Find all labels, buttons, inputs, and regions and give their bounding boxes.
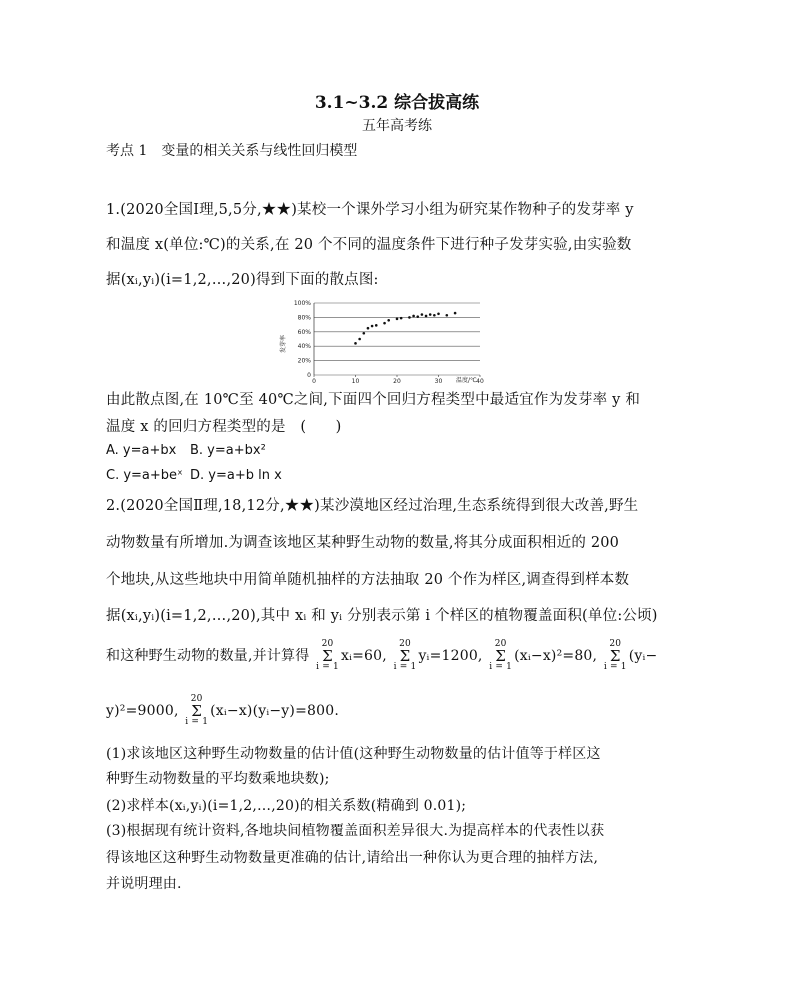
sum-lower: i = 1 (185, 717, 209, 727)
sum-upper: 20 (609, 639, 622, 649)
sum-lower: i = 1 (393, 662, 417, 672)
option-b: B. y=a+bx² (190, 443, 266, 458)
option-d: D. y=a+b ln x (190, 468, 282, 483)
data-point (396, 318, 399, 321)
data-point (412, 315, 415, 318)
chart-points (354, 312, 456, 345)
page-subtitle: 五年高考练 (362, 118, 432, 134)
expr-syy-start: (yᵢ− (628, 648, 658, 664)
sum-lower: i = 1 (603, 662, 627, 672)
option-a: A. y=a+bx (106, 443, 177, 458)
data-point (446, 314, 449, 317)
q1-line-2: 和温度 x(单位:℃)的关系,在 20 个不同的温度条件下进行种子发芽实验,由实验数 (106, 237, 632, 253)
sum-upper: 20 (321, 639, 334, 649)
expr-sxx: (xᵢ−x)²=80, (514, 648, 598, 664)
q2-line-5 (106, 640, 657, 672)
data-point (383, 322, 386, 325)
q2-part-3-line-2: 得该地区这种野生动物数量更准确的估计,请给出一种你认为更合理的抽样方法, (106, 850, 599, 866)
q1-line-5: 温度 x 的回归方程类型的是 ( ) (106, 419, 342, 435)
sum-symbol: 20 Σ i = 1 (316, 639, 339, 672)
data-point (437, 313, 440, 316)
expr-sxy: (xᵢ−x)(yᵢ−y)=800. (210, 703, 339, 719)
page-title: 3.1~3.2 综合拔高练 (314, 93, 480, 113)
q2-part-3-line-1: (3)根据现有统计资料,各地块间植物覆盖面积差异很大.为提高样本的代表性以获 (106, 823, 605, 839)
sum-upper: 20 (399, 639, 411, 649)
data-point (408, 316, 411, 319)
q2-line-4: 据(xᵢ,yᵢ)(i=1,2,…,20),其中 xᵢ 和 yᵢ 分别表示第 i 个样区的植物覆盖面积(单位:公顷) (106, 608, 658, 624)
data-point (367, 327, 370, 330)
y-tick-label: 20% (297, 357, 311, 365)
topic-heading: 考点 1 变量的相关关系与线性回归模型 (106, 143, 358, 159)
data-point (433, 314, 436, 317)
q2-part-1-line-2: 种野生动物数量的平均数乘地块数); (106, 771, 330, 787)
q1-line-4: 由此散点图,在 10℃至 40℃之间,下面四个回归方程类型中最适宜作为发芽率 y 和 (106, 392, 641, 408)
x-axis-label: 温度/℃ (456, 377, 477, 384)
expr-sum-x: xᵢ=60, (340, 648, 387, 664)
data-point (371, 325, 374, 328)
y-tick-label: 100% (293, 300, 311, 307)
expr-syy-end: y)²=9000, (106, 703, 179, 719)
y-tick-label: 40% (297, 343, 311, 351)
data-point (425, 315, 428, 318)
data-point (416, 315, 419, 318)
y-tick-label: 80% (297, 314, 311, 322)
y-axis-label: 发芽率 (280, 334, 287, 354)
sum-symbol: 20 Σ i = 1 (393, 639, 417, 672)
scatter-chart (270, 296, 490, 388)
option-c: C. y=a+beˣ (106, 468, 183, 483)
data-point (454, 312, 457, 315)
data-point (429, 313, 432, 316)
expr-sum-y: yᵢ=1200, (418, 648, 483, 664)
sum-lower: i = 1 (489, 662, 513, 672)
q2-line-5-text: 和这种野生动物的数量,并计算得 (106, 648, 310, 664)
x-tick-label: 30 (434, 378, 443, 385)
sum-lower: i = 1 (316, 662, 339, 672)
q2-line-6 (106, 695, 339, 727)
y-tick-label: 0 (307, 372, 311, 379)
data-point (400, 317, 403, 320)
q2-part-3-line-3: 并说明理由. (106, 876, 182, 892)
sum-symbol: 20 Σ i = 1 (489, 639, 513, 672)
x-tick-label: 40 (476, 378, 484, 385)
data-point (363, 332, 366, 335)
x-tick-label: 10 (351, 378, 360, 385)
data-point (375, 324, 378, 327)
data-point (387, 319, 390, 322)
q2-line-3: 个地块,从这些地块中用简单随机抽样的方法抽取 20 个作为样区,调查得到样本数 (106, 572, 630, 588)
sum-upper: 20 (190, 694, 203, 704)
q2-part-2: (2)求样本(xᵢ,yᵢ)(i=1,2,…,20)的相关系数(精确到 0.01); (106, 798, 467, 814)
sum-symbol: 20 Σ i = 1 (185, 694, 209, 727)
q2-line-2: 动物数量有所增加.为调查该地区某种野生动物的数量,将其分成面积相近的 200 (106, 535, 620, 551)
data-point (354, 342, 357, 345)
sum-upper: 20 (494, 639, 507, 649)
data-point (358, 338, 361, 341)
q2-part-1-line-1: (1)求该地区这种野生动物数量的估计值(这种野生动物数量的估计值等于样区这 (106, 746, 601, 762)
sum-symbol: 20 Σ i = 1 (603, 639, 627, 672)
x-tick-label: 0 (312, 378, 316, 385)
q1-line-3: 据(xᵢ,yᵢ)(i=1,2,…,20)得到下面的散点图: (106, 272, 379, 288)
y-tick-label: 60% (297, 328, 311, 336)
x-tick-label: 20 (393, 378, 401, 385)
q1-line-1: 1.(2020全国Ⅰ理,5,5分,★★)某校一个课外学习小组为研究某作物种子的发芽率 y (106, 202, 634, 218)
q2-line-1: 2.(2020全国Ⅱ理,18,12分,★★)某沙漠地区经过治理,生态系统得到很大改善,野生 (106, 498, 639, 514)
data-point (421, 313, 424, 316)
